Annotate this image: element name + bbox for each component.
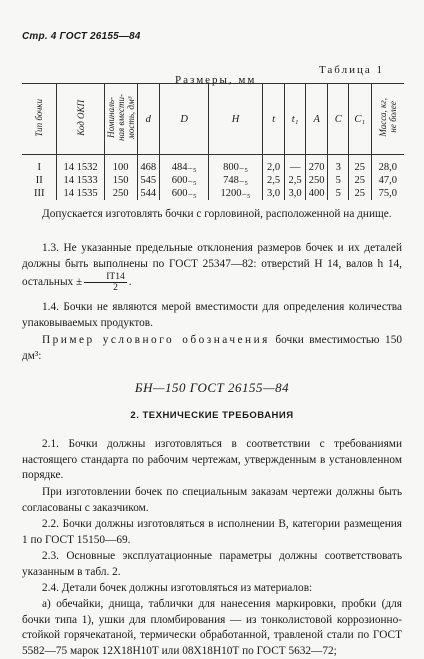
column-header: C [328,84,349,155]
paragraph-2-1: 2.1. Бочки должны изготовляться в соответствии с требованиями настоящего стандарта по рабочим чертежам, утвержденным в установленном порядке. [22,438,402,481]
sizes-caption: Размеры, мм [175,74,257,86]
column-header: H [209,84,262,155]
table-cell: — [285,155,306,175]
table-row [22,155,404,175]
table-header-row [22,84,404,155]
table-label: Таблица 1 [318,64,384,76]
column-header: t₁ [285,84,306,155]
table-cell: 800₋₅ [209,155,262,175]
table-cell: 25 [348,187,371,200]
paragraph-1-4: 1.4. Бочки не являются мерой вместимости для определения количества упаковываемых продуктов. [22,301,402,329]
table-cell: 468 [137,155,160,175]
table-cell: 748₋₅ [209,174,262,187]
column-header: Номиналь- ная вмести- мость, дм³ [104,84,137,155]
table-cell: 14 1535 [57,187,104,200]
table-cell: 25 [348,155,371,175]
paragraph-1-3: 1.3. Не указанные предельные отклонения размеров бочек и их деталей должны быть выполнены по ГОСТ 25347—82: отверстий Н 14, валов h 14, остальных ± $\frac{IT14}{2}$ . [22,242,402,293]
table-cell: 545 [137,174,160,187]
table-cell: 544 [137,187,160,200]
table-cell: 100 [104,155,137,175]
column-header: Код ОКП [57,84,104,155]
column-header: d [137,84,160,155]
running-head: Стр. 4 ГОСТ 26155—84 [22,31,141,42]
section-title: 2. ТЕХНИЧЕСКИЕ ТРЕБОВАНИЯ [130,410,294,421]
table-cell: 3,0 [285,187,306,200]
table-cell: 2,0 [262,155,285,175]
table-cell: I [37,162,41,173]
table-cell: 25 [348,174,371,187]
column-header: C₁ [348,84,371,155]
table-cell: 2,5 [262,174,285,187]
table-cell: 270 [305,155,328,175]
table-row [22,187,404,200]
table-cell: 75,0 [371,187,404,200]
column-header: D [160,84,209,155]
column-header: A [305,84,328,155]
table-cell: II [35,175,43,186]
table-cell: 5 [328,174,349,187]
column-header: Тип бочки [22,84,57,155]
table-cell: 400 [305,187,328,200]
table-cell: 600₋₅ [160,187,209,200]
paragraph-materials-a: а) обечайки, днища, таблички для нанесения маркировки, пробки (для бочки типа 1), ушки для пломбирования — из тонколистовой коррозионно-стойкой горячекатаной, термически обработанной, травленой стали по ГОСТ 5582—75 марок 12Х18Н10Т или 08Х18Н10Т по ГОСТ 5632—72; [22,598,402,657]
column-header: Масса, кг, не более [371,84,404,155]
table-cell: 14 1532 [57,155,104,175]
table-cell: 250 [104,187,137,200]
tolerance-fraction: $\frac{IT14}{2}$ [84,272,126,293]
column-header: t [262,84,285,155]
paragraph-2-4: 2.4. Детали бочек должны изготовляться из материалов: [42,582,313,594]
table-cell: 2,5 [285,174,306,187]
paragraph-2-3: 2.3. Основные эксплуатационные параметры должны соответствовать указанным в табл. 2. [22,550,402,578]
designation-example: БН—150 ГОСТ 26155—84 [134,380,290,395]
table-cell: 14 1533 [57,174,104,187]
paragraph-neck-note: Допускается изготовлять бочки с горловиной, расположенной на днище. [42,208,392,220]
table-row [22,174,404,187]
table-cell: 600₋₅ [160,174,209,187]
table-cell: 28,0 [371,155,404,175]
dimensions-table [22,83,404,200]
table-cell: 3 [328,155,349,175]
table-cell: 250 [305,174,328,187]
table-cell: 5 [328,187,349,200]
paragraph-special-orders: При изготовлении бочек по специальным заказам чертежи должны быть согласованы с заказчиком. [22,486,402,514]
table-cell: 3,0 [262,187,285,200]
table-cell: 47,0 [371,174,404,187]
paragraph-2-2: 2.2. Бочки должны изготовляться в исполнении В, категории размещения 1 по ГОСТ 15150—69. [22,518,402,546]
table-cell: III [33,188,45,199]
table-cell: 150 [104,174,137,187]
paragraph-example: Пример условного обозначения бочки вместимостью 150 дм³: [22,334,402,362]
table-cell: 484₋₅ [160,155,209,175]
table-cell: 1200₋₅ [209,187,262,200]
